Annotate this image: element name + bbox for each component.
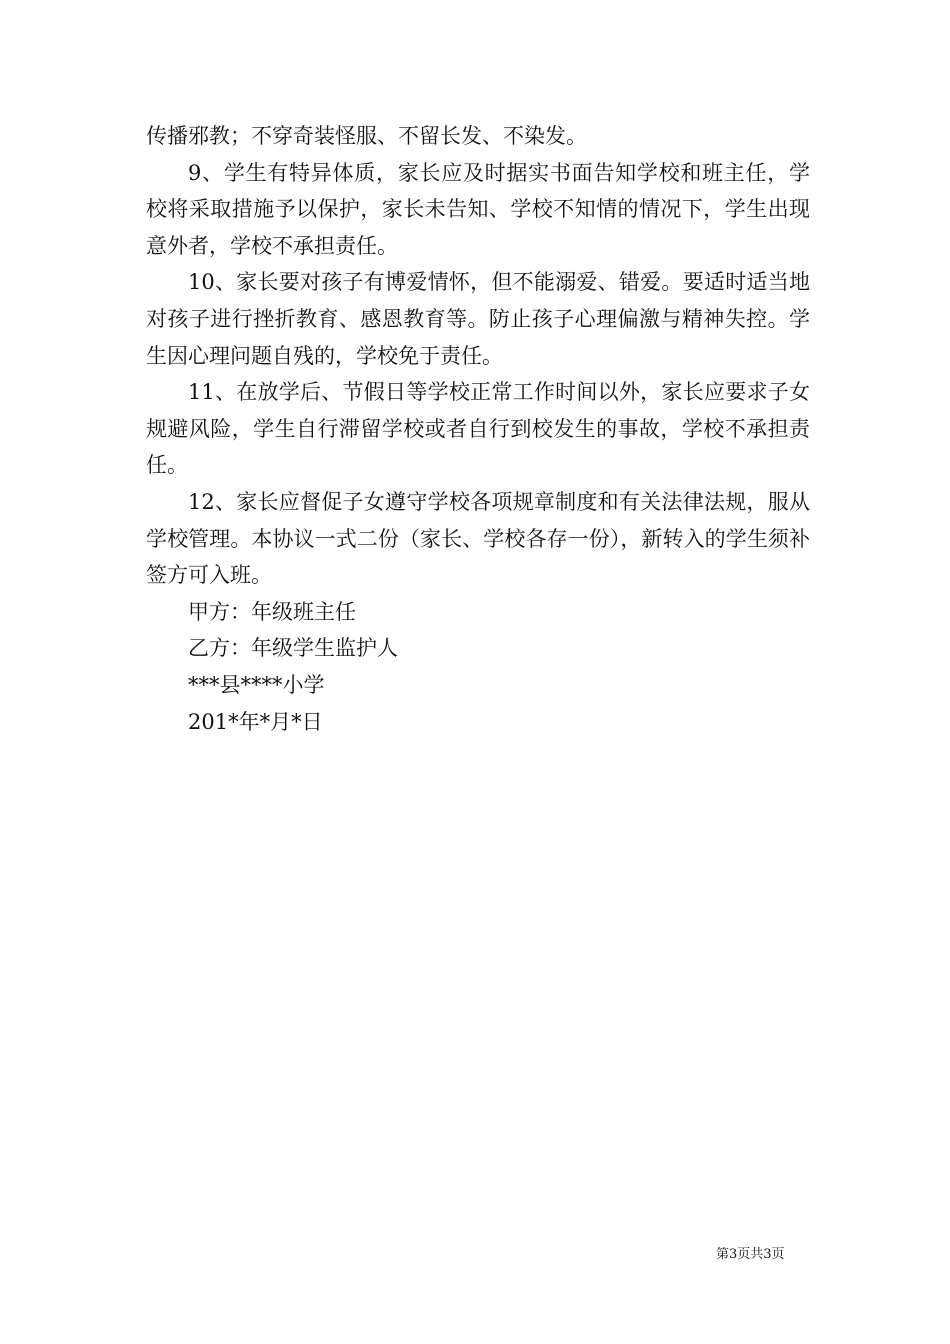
- paragraph-continuation: 传播邪教；不穿奇装怪服、不留长发、不染发。: [146, 124, 587, 148]
- signature-party-a: 甲方：年级班主任: [188, 599, 356, 624]
- signature-school: ***县****小学: [188, 672, 325, 697]
- paragraph-item-11: 11、在放学后、节假日等学校正常工作时间以外，家长应要求子女规避风险，学生自行滞留学校或者自行到校发生的事故，学校不承担责任。: [146, 380, 810, 478]
- paragraph-item-12: 12、家长应督促子女遵守学校各项规章制度和有关法律法规，服从学校管理。本协议一式二份（家长、学校各存一份），新转入的学生须补签方可入班。: [146, 489, 810, 588]
- paragraph-item-10: 10、家长要对孩子有博爱情怀，但不能溺爱、错爱。要适时适当地对孩子进行挫折教育、感恩教育等。防止孩子心理偏激与精神失控。学生因心理问题自残的，学校免于责任。: [146, 270, 810, 368]
- document-body: [146, 118, 810, 740]
- signature-party-b: 乙方：年级学生监护人: [188, 636, 398, 661]
- paragraph-item-9: 9、学生有特异体质，家长应及时据实书面告知学校和班主任，学校将采取措施予以保护，家长未告知、学校不知情的情况下，学生出现意外者，学校不承担责任。: [146, 160, 810, 258]
- page-number-footer: 第3页共3页: [716, 1247, 785, 1262]
- signature-date: 201*年*月*日: [188, 709, 323, 734]
